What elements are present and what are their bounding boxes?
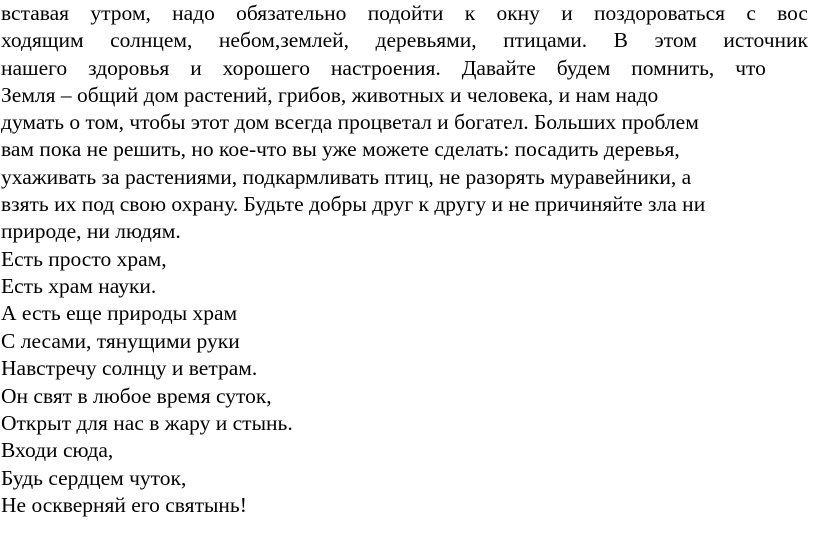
poem-line: А есть еще природы храм — [1, 301, 238, 326]
word: поздороваться — [593, 1, 726, 25]
word: Давайте — [461, 55, 536, 80]
word: здоровья — [88, 55, 170, 80]
word: деревьями, — [375, 28, 477, 53]
word: к — [464, 1, 476, 25]
paragraph-line: думать о том, чтобы этот дом всегда процветал и богател. Больших проблем — [1, 110, 699, 135]
poem — [1, 246, 808, 520]
word: будем — [556, 55, 611, 80]
paragraph-line: Земля – общий дом растений, грибов, животных и человека, и нам надо — [1, 82, 659, 107]
word: хорошего — [222, 55, 310, 80]
paragraph-line: вам пока не решить, но кое-что вы уже можете сделать: посадить деревья, — [1, 137, 680, 162]
word: ходящим — [1, 28, 84, 53]
poem-line: Есть просто храм, — [1, 246, 167, 271]
word: и — [561, 1, 573, 25]
paragraph-line: природе, ни людям. — [1, 219, 181, 244]
word: небом,землей, — [218, 28, 350, 53]
word: вос — [777, 1, 808, 25]
paragraph-line — [1, 0, 808, 27]
word: что — [735, 55, 766, 80]
word: и — [190, 55, 202, 80]
word: с — [746, 1, 756, 25]
poem-line: С лесами, тянущими руки — [1, 328, 240, 353]
word: солнцем, — [110, 28, 193, 53]
paragraph-line — [1, 55, 766, 82]
poem-line: Не оскверняй его святынь! — [1, 493, 247, 518]
word: окну — [496, 1, 540, 25]
paragraph-line — [1, 27, 808, 54]
word: настроения. — [330, 55, 441, 80]
word: птицами. — [503, 28, 588, 53]
word: этом — [654, 28, 697, 53]
word: нашего — [1, 55, 68, 80]
poem-line: Навстречу солнцу и ветрам. — [1, 356, 258, 381]
paragraph — [1, 0, 808, 246]
word: источник — [723, 28, 808, 53]
word: обязательно — [236, 1, 347, 25]
word: вставая — [1, 1, 70, 25]
poem-line: Входи сюда, — [1, 438, 114, 463]
poem-line: Он свят в любое время суток, — [1, 383, 272, 408]
word: помнить, — [631, 55, 715, 80]
word: подойти — [367, 1, 444, 25]
word: В — [613, 28, 629, 53]
paragraph-line: ухаживать за растениями, подкармливать птиц, не разорять муравейники, а — [1, 164, 692, 189]
word: надо — [172, 1, 215, 25]
word: утром, — [90, 1, 151, 25]
poem-line: Открыт для нас в жару и стынь. — [1, 411, 293, 436]
paragraph-line: взять их под свою охрану. Будьте добры друг к другу и не причиняйте зла ни — [1, 192, 706, 217]
poem-line: Будь сердцем чуток, — [1, 465, 187, 490]
poem-line: Есть храм науки. — [1, 274, 157, 299]
